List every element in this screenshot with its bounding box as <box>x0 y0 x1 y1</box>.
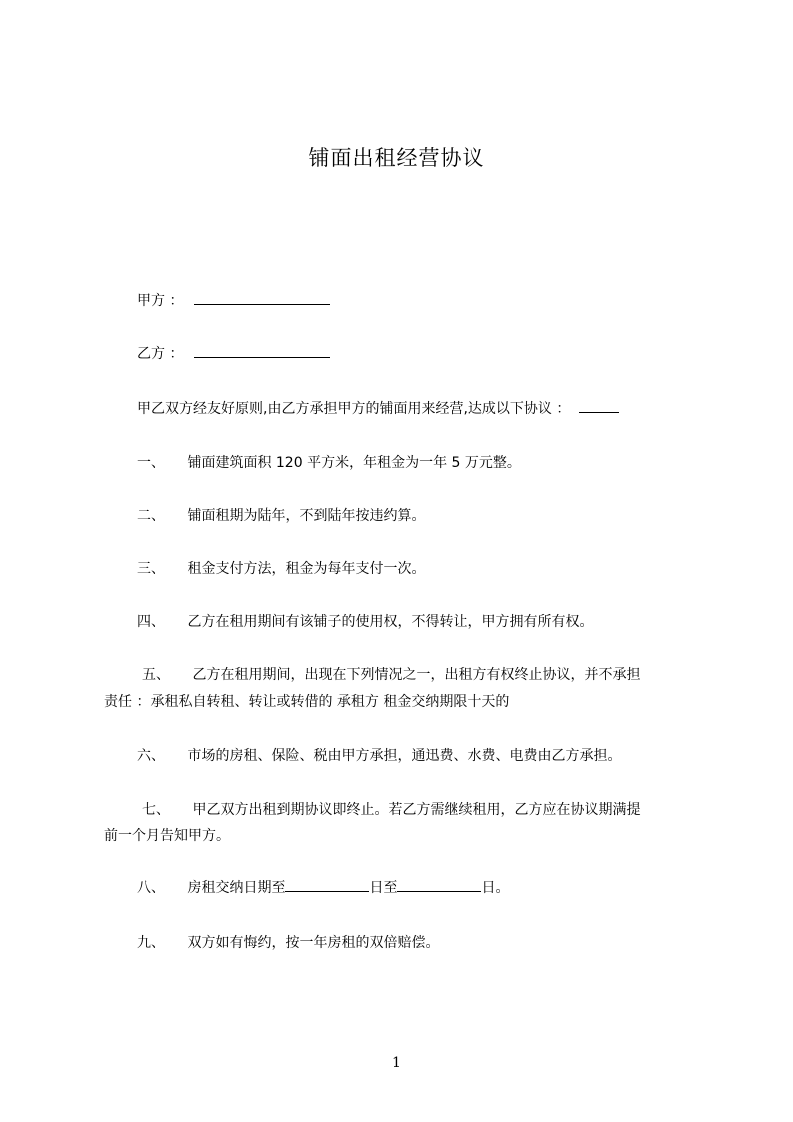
intro-blank <box>579 399 619 413</box>
clause-5-continuation <box>104 692 509 712</box>
clause-6 <box>137 746 621 766</box>
party-b-line <box>137 344 330 364</box>
clause-text: 乙方在租用期间有该铺子的使用权，不得转让，甲方拥有所有权。 <box>187 614 594 630</box>
clause-text-start: 房租交纳日期至 <box>187 880 286 896</box>
date-blank-start <box>285 878 369 892</box>
clause-number: 三、 <box>137 561 165 577</box>
clause-text-continued: 责任 ：承租私自转租、转让或转借的 承租方 租金交纳期限十天的 <box>104 694 510 710</box>
clause-8 <box>137 878 509 898</box>
party-b-label: 乙方 ： <box>137 346 184 362</box>
clause-2 <box>137 506 425 526</box>
clause-9 <box>137 933 439 953</box>
clause-text-middle: 日至 <box>369 880 398 896</box>
clause-text-end: 日。 <box>481 880 510 896</box>
clause-text: 双方如有悔约，按一年房租的双倍赔偿。 <box>187 935 440 951</box>
clause-1 <box>137 453 521 473</box>
clause-text-continued: 前一个月告知甲方。 <box>104 828 230 844</box>
clause-text: 铺面建筑面积 120 平方米，年租金为一年 5 万元整。 <box>187 455 521 471</box>
party-a-line <box>137 291 330 311</box>
page-title: 铺面出租经营协议 <box>308 146 485 170</box>
clause-number: 四、 <box>137 614 165 630</box>
party-b-blank <box>194 344 330 358</box>
page-number: 1 <box>392 1055 401 1071</box>
clause-7 <box>142 800 640 820</box>
clause-text: 市场的房租、保险、税由甲方承担，通迅费、水费、电费由乙方承担。 <box>187 748 622 764</box>
clause-number: 八、 <box>137 880 165 896</box>
party-a-blank <box>194 291 330 305</box>
clause-number: 一、 <box>137 455 165 471</box>
clause-text: 铺面租期为陆年，不到陆年按违约算。 <box>187 508 426 524</box>
clause-text: 乙方在租用期间，出现在下列情况之一，出租方有权终止协议，并不承担 <box>192 667 641 683</box>
clause-number: 二、 <box>137 508 165 524</box>
clause-3 <box>137 559 425 579</box>
clause-5 <box>142 665 640 685</box>
clause-text: 甲乙双方出租到期协议即终止。若乙方需继续租用，乙方应在协议期满提 <box>192 802 641 818</box>
clause-number: 五、 <box>142 667 170 683</box>
clause-number: 六、 <box>137 748 165 764</box>
clause-number: 九、 <box>137 935 165 951</box>
intro-line <box>137 399 619 419</box>
clause-text: 租金支付方法，租金为每年支付一次。 <box>187 561 426 577</box>
clause-7-continuation <box>104 826 230 846</box>
party-a-label: 甲方 ： <box>137 293 184 309</box>
intro-text: 甲乙双方经友好原则,由乙方承担甲方的铺面用来经营,达成以下协议 ： <box>137 401 571 417</box>
clause-4 <box>137 612 593 632</box>
clause-number: 七、 <box>142 802 170 818</box>
date-blank-end <box>397 878 481 892</box>
